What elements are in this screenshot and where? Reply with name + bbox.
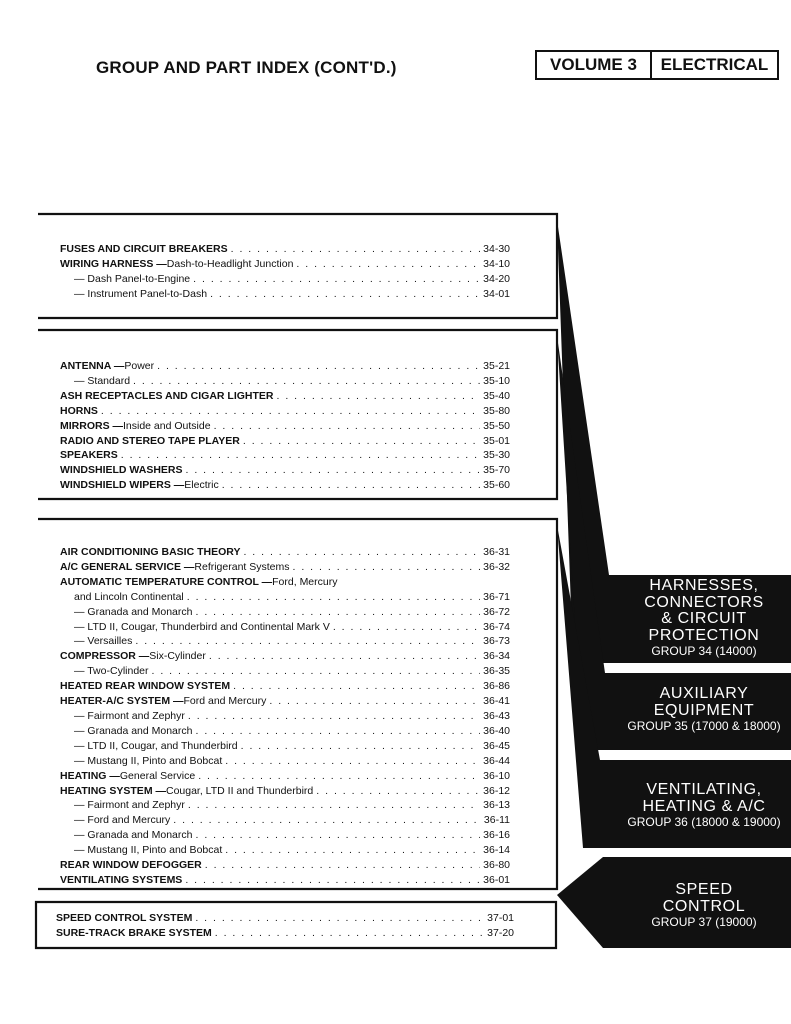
index-entry (56, 911, 514, 926)
group-title: VENTILATING, HEATING & A/C (642, 781, 766, 815)
index-entry (60, 389, 510, 404)
volume-section: ELECTRICAL (660, 55, 769, 74)
entry-subtitle: — Mustang II, Pinto and Bobcat (74, 754, 223, 767)
dot-leader (205, 858, 480, 873)
dot-leader (225, 754, 480, 769)
group-35-label (604, 686, 791, 733)
entry-page-number: 35-30 (483, 449, 510, 462)
group-title: HARNESSES, CONNECTORS & CIRCUIT PROTECTION (644, 577, 764, 644)
index-entry (60, 590, 510, 605)
entry-page-number: 36-12 (483, 784, 510, 797)
entry-page-number: 36-10 (483, 769, 510, 782)
entry-subtitle: — Granada and Monarch (74, 829, 193, 842)
index-entry (60, 873, 510, 888)
group-number: GROUP 36 (18000 & 19000) (627, 815, 781, 829)
entry-page-number: 36-80 (483, 859, 510, 872)
entry-subtitle: — Fairmont and Zephyr (74, 709, 185, 722)
entry-page-number: 36-73 (483, 635, 510, 648)
index-entry (60, 605, 510, 620)
entry-page-number: 35-70 (483, 464, 510, 477)
entry-heading: COMPRESSOR — (60, 650, 150, 663)
entry-heading: ANTENNA — (60, 360, 125, 372)
entry-page-number: 35-80 (483, 404, 510, 417)
entry-heading: HEATER-A/C SYSTEM — (60, 695, 184, 708)
index-entry (60, 858, 510, 873)
group-number: GROUP 34 (14000) (651, 644, 757, 658)
entry-page-number: 35-10 (483, 374, 510, 387)
index-entry (60, 754, 510, 769)
dot-leader (215, 926, 484, 941)
group-34-label (604, 578, 791, 658)
entry-page-number: 34-20 (483, 272, 510, 285)
index-entry (60, 798, 510, 813)
entry-subtitle: — LTD II, Cougar, Thunderbird and Continental Mark V (74, 620, 330, 633)
entry-subtitle: Six-Cylinder (149, 650, 206, 663)
dot-leader (188, 709, 480, 724)
entry-subtitle: — Granada and Monarch (74, 724, 193, 737)
index-entry (60, 709, 510, 724)
entry-page-number: 36-14 (483, 844, 510, 857)
entry-page-number: 35-50 (483, 419, 510, 432)
entry-heading: WINDSHIELD WIPERS — (60, 479, 185, 492)
entry-page-number: 36-35 (483, 665, 510, 678)
entry-subtitle: Ford and Mercury (183, 695, 267, 708)
entry-page-number: 36-86 (483, 680, 510, 693)
entry-heading: FUSES AND CIRCUIT BREAKERS (60, 243, 228, 255)
index-entry (60, 664, 510, 679)
index-entry (60, 257, 510, 272)
entry-subtitle: Electric (184, 479, 219, 492)
dot-leader (195, 605, 480, 620)
entry-subtitle: Cougar, LTD II and Thunderbird (165, 784, 314, 797)
index-entry (60, 359, 510, 374)
entry-page-number: 36-13 (483, 799, 510, 812)
group-34-entries (60, 242, 510, 302)
entry-page-number: 36-72 (483, 605, 510, 618)
entry-page-number: 35-60 (483, 479, 510, 492)
dot-leader (293, 560, 481, 575)
dot-leader (152, 664, 481, 679)
entry-page-number: 36-34 (483, 650, 510, 663)
entry-page-number: 35-21 (483, 360, 510, 372)
index-entry (60, 620, 510, 635)
entry-page-number: 37-20 (487, 926, 514, 939)
index-entry (60, 463, 510, 478)
index-entry (60, 784, 510, 799)
entry-subtitle: Ford, Mercury (272, 575, 338, 588)
dot-leader (214, 419, 481, 434)
dot-leader (195, 911, 484, 926)
dot-leader (209, 649, 480, 664)
entry-subtitle: — Two-Cylinder (74, 665, 149, 678)
entry-subtitle: — Instrument Panel-to-Dash (74, 287, 208, 300)
entry-subtitle: — Fairmont and Zephyr (74, 799, 185, 812)
group-number: GROUP 35 (17000 & 18000) (627, 719, 781, 733)
entry-page-number: 36-41 (483, 695, 510, 708)
entry-heading: HEATING SYSTEM — (60, 784, 166, 797)
index-entry (60, 242, 510, 257)
dot-leader (193, 272, 480, 287)
group-37-entries (56, 911, 514, 941)
entry-subtitle: — Dash Panel-to-Engine (74, 272, 191, 285)
entry-page-number: 34-01 (483, 287, 510, 300)
index-entry (60, 448, 510, 463)
entry-heading: HEATED REAR WINDOW SYSTEM (60, 680, 231, 693)
dot-leader (188, 798, 480, 813)
index-entry (60, 649, 510, 664)
index-entry (60, 813, 510, 828)
dot-leader (243, 545, 480, 560)
entry-page-number: 35-01 (483, 434, 510, 447)
entry-heading: SPEED CONTROL SYSTEM (56, 912, 193, 924)
index-entry (60, 404, 510, 419)
entry-subtitle: Dash-to-Headlight Junction (166, 257, 294, 270)
index-entry (60, 724, 510, 739)
index-entry (60, 545, 510, 560)
dot-leader (195, 724, 480, 739)
dot-leader (233, 679, 480, 694)
entry-page-number: 36-40 (483, 724, 510, 737)
entry-heading: ASH RECEPTACLES AND CIGAR LIGHTER (60, 389, 274, 402)
index-entry (60, 478, 510, 493)
index-entry (60, 434, 510, 449)
volume-number: VOLUME 3 (537, 52, 652, 78)
entry-heading: RADIO AND STEREO TAPE PLAYER (60, 434, 240, 447)
index-entry (60, 694, 510, 709)
entry-subtitle: General Service (119, 769, 196, 782)
index-entry (60, 575, 510, 590)
dot-leader (173, 813, 481, 828)
dot-leader (135, 634, 480, 649)
entry-subtitle: — Ford and Mercury (74, 814, 171, 827)
index-entry (60, 634, 510, 649)
entry-page-number: 36-16 (483, 829, 510, 842)
index-entry (60, 419, 510, 434)
entry-page-number: 36-11 (483, 814, 510, 827)
index-entry (60, 843, 510, 858)
index-entry (56, 926, 514, 941)
group-36-entries (60, 545, 510, 888)
dot-leader (243, 434, 480, 449)
dot-leader (121, 448, 480, 463)
entry-page-number: 36-32 (483, 560, 510, 573)
dot-leader (133, 374, 480, 389)
entry-heading: SPEAKERS (60, 449, 118, 462)
entry-heading: MIRRORS — (60, 419, 123, 432)
entry-subtitle: — Versailles (74, 635, 133, 648)
entry-page-number: 36-44 (483, 754, 510, 767)
dot-leader (269, 694, 480, 709)
entry-heading: REAR WINDOW DEFOGGER (60, 859, 202, 872)
entry-page-number: 34-30 (483, 243, 510, 255)
entry-subtitle: Inside and Outside (123, 419, 211, 432)
index-entry (60, 769, 510, 784)
entry-page-number: 36-71 (483, 590, 510, 603)
index-entry (60, 739, 510, 754)
entry-page-number: 37-01 (487, 912, 514, 924)
group-title: SPEED CONTROL (662, 881, 746, 915)
entry-page-number: 36-45 (483, 739, 510, 752)
entry-page-number: 36-31 (483, 546, 510, 558)
dot-leader (185, 873, 480, 888)
group-35-entries (60, 359, 510, 493)
entry-heading: WIRING HARNESS — (60, 257, 167, 270)
entry-subtitle: Power (124, 360, 155, 372)
entry-subtitle: — Granada and Monarch (74, 605, 193, 618)
dot-leader (186, 463, 481, 478)
entry-subtitle: and Lincoln Continental (74, 590, 184, 603)
group-title: AUXILIARY EQUIPMENT (653, 685, 755, 719)
dot-leader (316, 784, 480, 799)
entry-subtitle: — Mustang II, Pinto and Bobcat (74, 844, 223, 857)
dot-leader (195, 828, 480, 843)
dot-leader (241, 739, 481, 754)
page-title: GROUP AND PART INDEX (CONT'D.) (96, 58, 397, 77)
entry-page-number: 34-10 (483, 257, 510, 270)
entry-heading: HORNS (60, 404, 98, 417)
group-number: GROUP 37 (19000) (651, 915, 757, 929)
entry-page-number: 36-01 (483, 873, 510, 886)
group-36-label (604, 782, 791, 829)
group-37-label (604, 882, 791, 929)
dot-leader (231, 242, 481, 257)
dot-leader (198, 769, 480, 784)
entry-heading: AUTOMATIC TEMPERATURE CONTROL — (60, 575, 273, 588)
entry-subtitle: — LTD II, Cougar, and Thunderbird (74, 739, 238, 752)
index-entry (60, 828, 510, 843)
entry-heading: AIR CONDITIONING BASIC THEORY (60, 546, 241, 558)
dot-leader (187, 590, 480, 605)
entry-page-number: 36-43 (483, 709, 510, 722)
entry-page-number: 35-40 (483, 389, 510, 402)
index-entry (60, 287, 510, 302)
entry-subtitle: Refrigerant Systems (194, 560, 290, 573)
entry-heading: HEATING — (60, 769, 120, 782)
dot-leader (101, 404, 480, 419)
entry-heading: SURE-TRACK BRAKE SYSTEM (56, 926, 212, 939)
entry-heading: WINDSHIELD WASHERS (60, 464, 183, 477)
dot-leader (277, 389, 481, 404)
index-entry (60, 374, 510, 389)
index-entry (60, 679, 510, 694)
dot-leader (222, 478, 480, 493)
dot-leader (157, 359, 480, 374)
entry-heading: A/C GENERAL SERVICE — (60, 560, 195, 573)
dot-leader (210, 287, 480, 302)
index-entry (60, 560, 510, 575)
dot-leader (333, 620, 480, 635)
entry-page-number: 36-74 (483, 620, 510, 633)
entry-subtitle: — Standard (74, 374, 131, 387)
dot-leader (225, 843, 480, 858)
index-entry (60, 272, 510, 287)
entry-heading: VENTILATING SYSTEMS (60, 873, 183, 886)
dot-leader (296, 257, 480, 272)
